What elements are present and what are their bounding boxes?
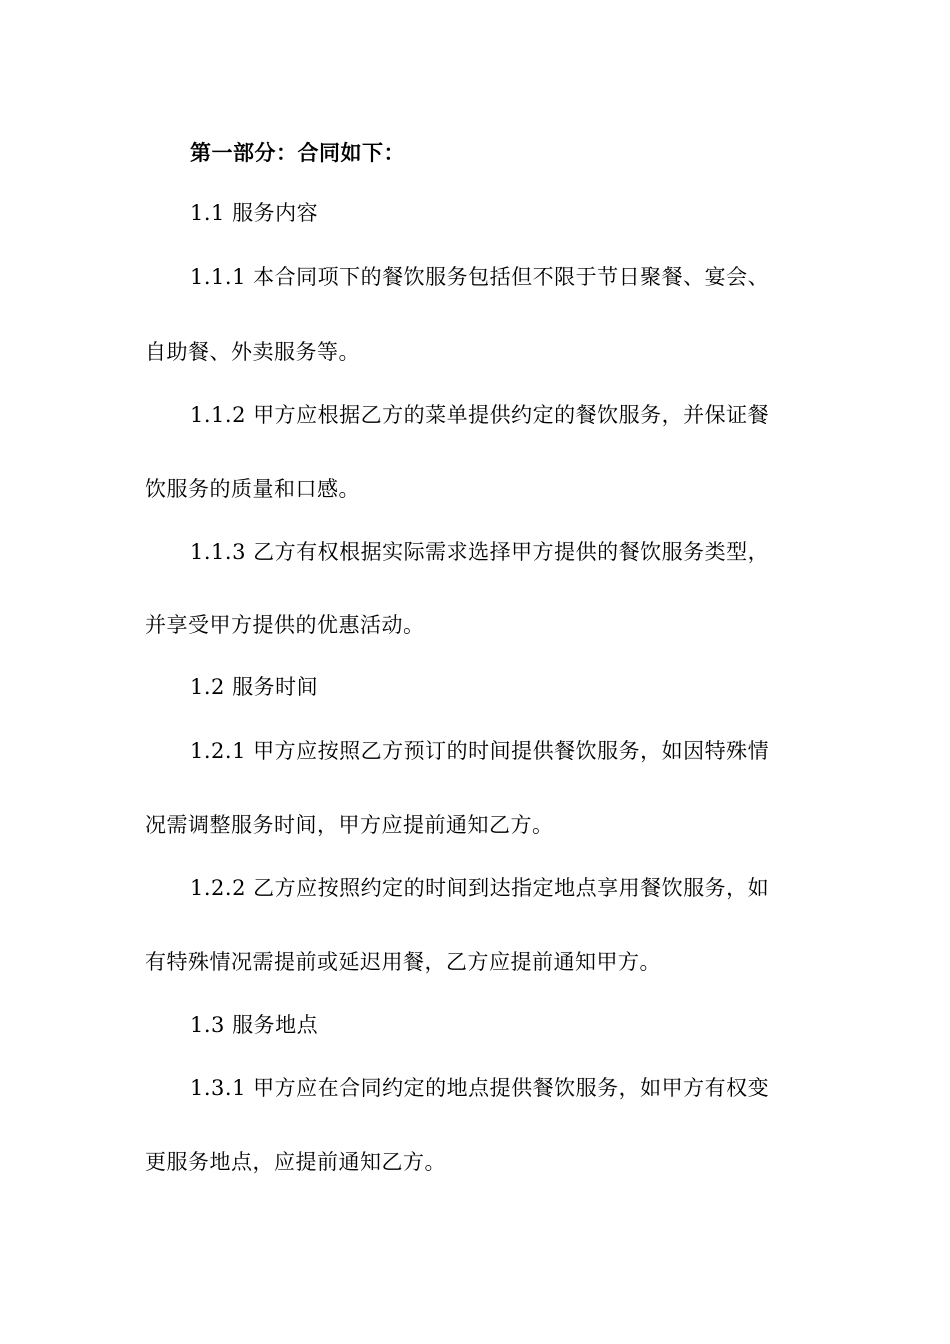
clause-1-1-1-line-2: 自助餐、外卖服务等。 (145, 340, 360, 364)
clause-1-2-1-line-1: 1.2.1 甲方应按照乙方预订的时间提供餐饮服务，如因特殊情 (190, 739, 770, 763)
clause-1-1-3-line-2: 并享受甲方提供的优惠活动。 (145, 613, 425, 637)
clause-1-1-2-line-1: 1.1.2 甲方应根据乙方的菜单提供约定的餐饮服务，并保证餐 (190, 403, 770, 427)
clause-1-1-3-line-1: 1.1.3 乙方有权根据实际需求选择甲方提供的餐饮服务类型， (190, 540, 770, 564)
clause-1-1-1-line-1: 1.1.1 本合同项下的餐饮服务包括但不限于节日聚餐、宴会、 (190, 265, 770, 289)
clause-1-2-1-line-2: 况需调整服务时间，甲方应提前通知乙方。 (145, 813, 554, 837)
clause-1-3-1-line-2: 更服务地点，应提前通知乙方。 (145, 1150, 446, 1174)
clause-1-3-1-line-1: 1.3.1 甲方应在合同约定的地点提供餐饮服务，如甲方有权变 (190, 1076, 770, 1100)
clause-1-2-2-line-1: 1.2.2 乙方应按照约定的时间到达指定地点享用餐饮服务，如 (190, 876, 770, 900)
clause-heading-1-1: 1.1 服务内容 (190, 201, 319, 225)
clause-1-2-2-line-2: 有特殊情况需提前或延迟用餐，乙方应提前通知甲方。 (145, 950, 661, 974)
clause-1-1-2-line-2: 饮服务的质量和口感。 (145, 477, 360, 501)
section-heading: 第一部分：合同如下： (190, 140, 405, 165)
clause-heading-1-3: 1.3 服务地点 (190, 1013, 319, 1037)
clause-heading-1-2: 1.2 服务时间 (190, 675, 319, 699)
